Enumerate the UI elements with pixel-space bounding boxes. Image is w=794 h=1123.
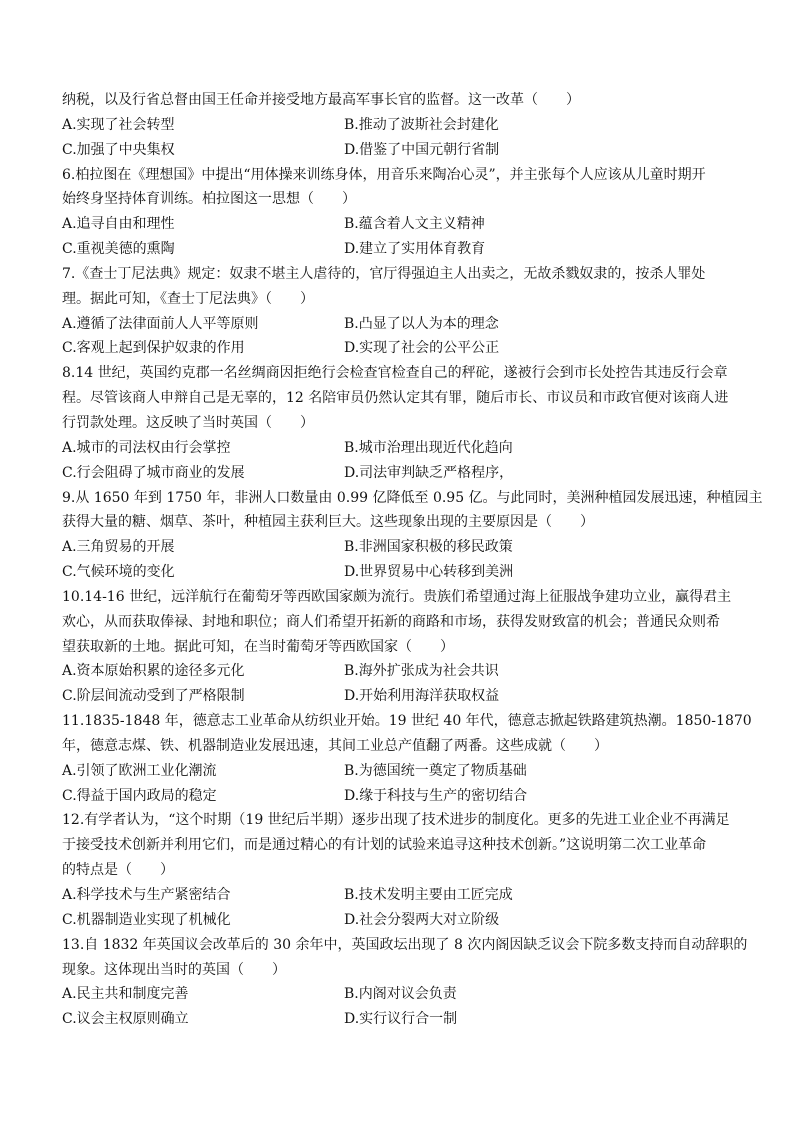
option-row: [62, 138, 734, 163]
question-stem-line: 纳税，以及行省总督由国王任命并接受地方最高军事长官的监督。这一改革（ ）: [62, 92, 580, 108]
answer-option: B.凸显了以人为本的理念: [344, 315, 499, 332]
answer-option: D.世界贸易中心转移到美洲: [344, 564, 514, 581]
question-stem-line: 年，德意志煤、铁、机器制造业发展迅速，其间工业总产值翻了两番。这些成就（ ）: [62, 737, 608, 754]
answer-option: A.科学技术与生产紧密结合: [62, 887, 231, 903]
option-row: [62, 436, 734, 461]
option-row: [62, 883, 734, 908]
answer-option: D.社会分裂两大对立阶级: [344, 911, 500, 928]
answer-option: C.行会阻碍了城市商业的发展: [62, 464, 245, 481]
answer-option: B.为德国统一奠定了物质基础: [344, 762, 527, 779]
question-block: [62, 361, 734, 485]
answer-option: A.追寻自由和理性: [62, 216, 175, 233]
question-stem-line: 9.从 1650 年到 1750 年，非洲人口数量由 0.99 亿降低至 0.95 亿。与此同时，美洲种植园发展迅速，种植园主: [62, 489, 763, 506]
question-block: [62, 933, 748, 1032]
question-block: [62, 262, 734, 361]
option-row: [62, 535, 734, 560]
option-row: [62, 312, 734, 337]
answer-option: B.内阁对议会负责: [344, 986, 457, 1003]
question-block: [62, 585, 734, 709]
answer-option: B.技术发明主要由工匠完成: [344, 887, 513, 903]
question-stem-line: 6.柏拉图在《理想国》中提出“用体操来训练身体，用音乐来陶冶心灵”，并主张每个人应该从儿童时期开: [62, 166, 706, 183]
option-row: [62, 560, 734, 585]
question-stem-line: 理。据此可知，《查士丁尼法典》（ ）: [62, 290, 314, 307]
answer-option: D.缘于科技与生产的密切结合: [344, 787, 528, 804]
question-stem-line: 的特点是（ ）: [62, 862, 174, 879]
option-row: [62, 759, 734, 784]
answer-option: C.阶层间流动受到了严格限制: [62, 688, 245, 705]
answer-option: B.推动了波斯社会封建化: [344, 116, 499, 133]
question-stem-line: 8.14 世纪，英国约克郡一名丝绸商因拒绝行会检查官检查自己的秤砣，遂被行会到市长处控告其违反行会章: [62, 365, 728, 382]
question-block: [62, 709, 752, 808]
question-stem-line: 11.1835-1848 年，德意志工业革命从纺织业开始。19 世纪 40 年代，德意志掀起铁路建筑热潮。1850-1870: [62, 713, 752, 730]
answer-option: C.加强了中央集权: [62, 141, 175, 158]
option-row: [62, 237, 734, 262]
question-stem-line: 于接受技术创新并利用它们，而是通过精心的有计划的试验来追寻这种技术创新。”这说明第二次工业革命: [62, 837, 707, 854]
answer-option: D.借鉴了中国元朝行省制: [344, 141, 500, 158]
question-block: [62, 163, 734, 262]
answer-option: B.非洲国家积极的移民政策: [344, 539, 513, 556]
answer-option: B.蕴含着人文主义精神: [344, 216, 485, 233]
option-row: [62, 113, 734, 138]
option-row: [62, 212, 734, 237]
answer-option: A.城市的司法权由行会掌控: [62, 439, 231, 456]
question-stem-line: 始终身坚持体育训练。柏拉图这一思想（ ）: [62, 191, 356, 208]
option-row: [62, 1007, 734, 1032]
question-stem-line: 13.自 1832 年英国议会改革后的 30 余年中，英国政坛出现了 8 次内阁因缺乏议会下院多数支持而自动辞职的: [62, 936, 748, 953]
answer-option: C.议会主权原则确立: [62, 1011, 189, 1028]
option-row: [62, 659, 734, 684]
question-stem-line: 望获取新的土地。据此可知，在当时葡萄牙等西欧国家（ ）: [62, 638, 454, 655]
answer-option: A.民主共和制度完善: [62, 986, 189, 1003]
answer-option: A.引领了欧洲工业化潮流: [62, 762, 217, 779]
answer-option: D.实行议行合一制: [344, 1011, 458, 1028]
question-list: [62, 88, 763, 1032]
question-block: [62, 808, 734, 932]
answer-option: D.实现了社会的公平公正: [344, 340, 500, 357]
answer-option: A.遵循了法律面前人人平等原则: [62, 315, 259, 332]
question-stem-line: 10.14-16 世纪，远洋航行在葡萄牙等西欧国家颇为流行。贵族们希望通过海上征服战争建功立业，赢得君主: [62, 588, 732, 605]
question-stem-line: 行罚款处理。这反映了当时英国（ ）: [62, 414, 314, 431]
question-stem-line: 7.《查士丁尼法典》规定：奴隶不堪主人虐待的，官厅得强迫主人出卖之，无故杀戮奴隶的，按杀人罪处: [62, 265, 706, 282]
answer-option: D.建立了实用体育教育: [344, 241, 486, 258]
answer-option: A.资本原始积累的途径多元化: [62, 663, 245, 680]
question-stem-line: 获得大量的糖、烟草、茶叶，种植园主获利巨大。这些现象出现的主要原因是（ ）: [62, 514, 594, 531]
option-row: [62, 684, 734, 709]
question-block: [62, 486, 763, 585]
option-row: [62, 461, 734, 486]
answer-option: C.机器制造业实现了机械化: [62, 911, 231, 928]
option-row: [62, 336, 734, 361]
answer-option: B.城市治理出现近代化趋向: [344, 439, 513, 456]
option-row: [62, 908, 734, 933]
answer-option: D.开始利用海洋获取权益: [344, 688, 500, 705]
option-row: [62, 982, 734, 1007]
question-stem-line: 现象。这体现出当时的英国（ ）: [62, 961, 286, 978]
answer-option: C.得益于国内政局的稳定: [62, 787, 217, 804]
answer-option: C.气候环境的变化: [62, 564, 175, 581]
answer-option: D.司法审判缺乏严格程序，: [344, 464, 514, 481]
answer-option: B.海外扩张成为社会共识: [344, 663, 499, 680]
question-stem-line: 程。尽管该商人申辩自己是无辜的，12 名陪审员仍然认定其有罪，随后市长、市议员和市政官便对该商人进: [62, 390, 729, 407]
answer-option: C.重视美德的熏陶: [62, 241, 175, 258]
question-stem-line: 12.有学者认为，“这个时期（19 世纪后半期）逐步出现了技术进步的制度化。更多的先进工业企业不再满足: [62, 812, 730, 829]
answer-option: C.客观上起到保护奴隶的作用: [62, 340, 245, 357]
option-row: [62, 784, 734, 809]
question-block: [62, 88, 734, 163]
question-stem-line: 欢心，从而获取俸禄、封地和职位；商人们希望开拓新的商路和市场，获得发财致富的机会；普通民众则希: [62, 613, 720, 630]
answer-option: A.实现了社会转型: [62, 116, 175, 133]
answer-option: A.三角贸易的开展: [62, 539, 175, 556]
